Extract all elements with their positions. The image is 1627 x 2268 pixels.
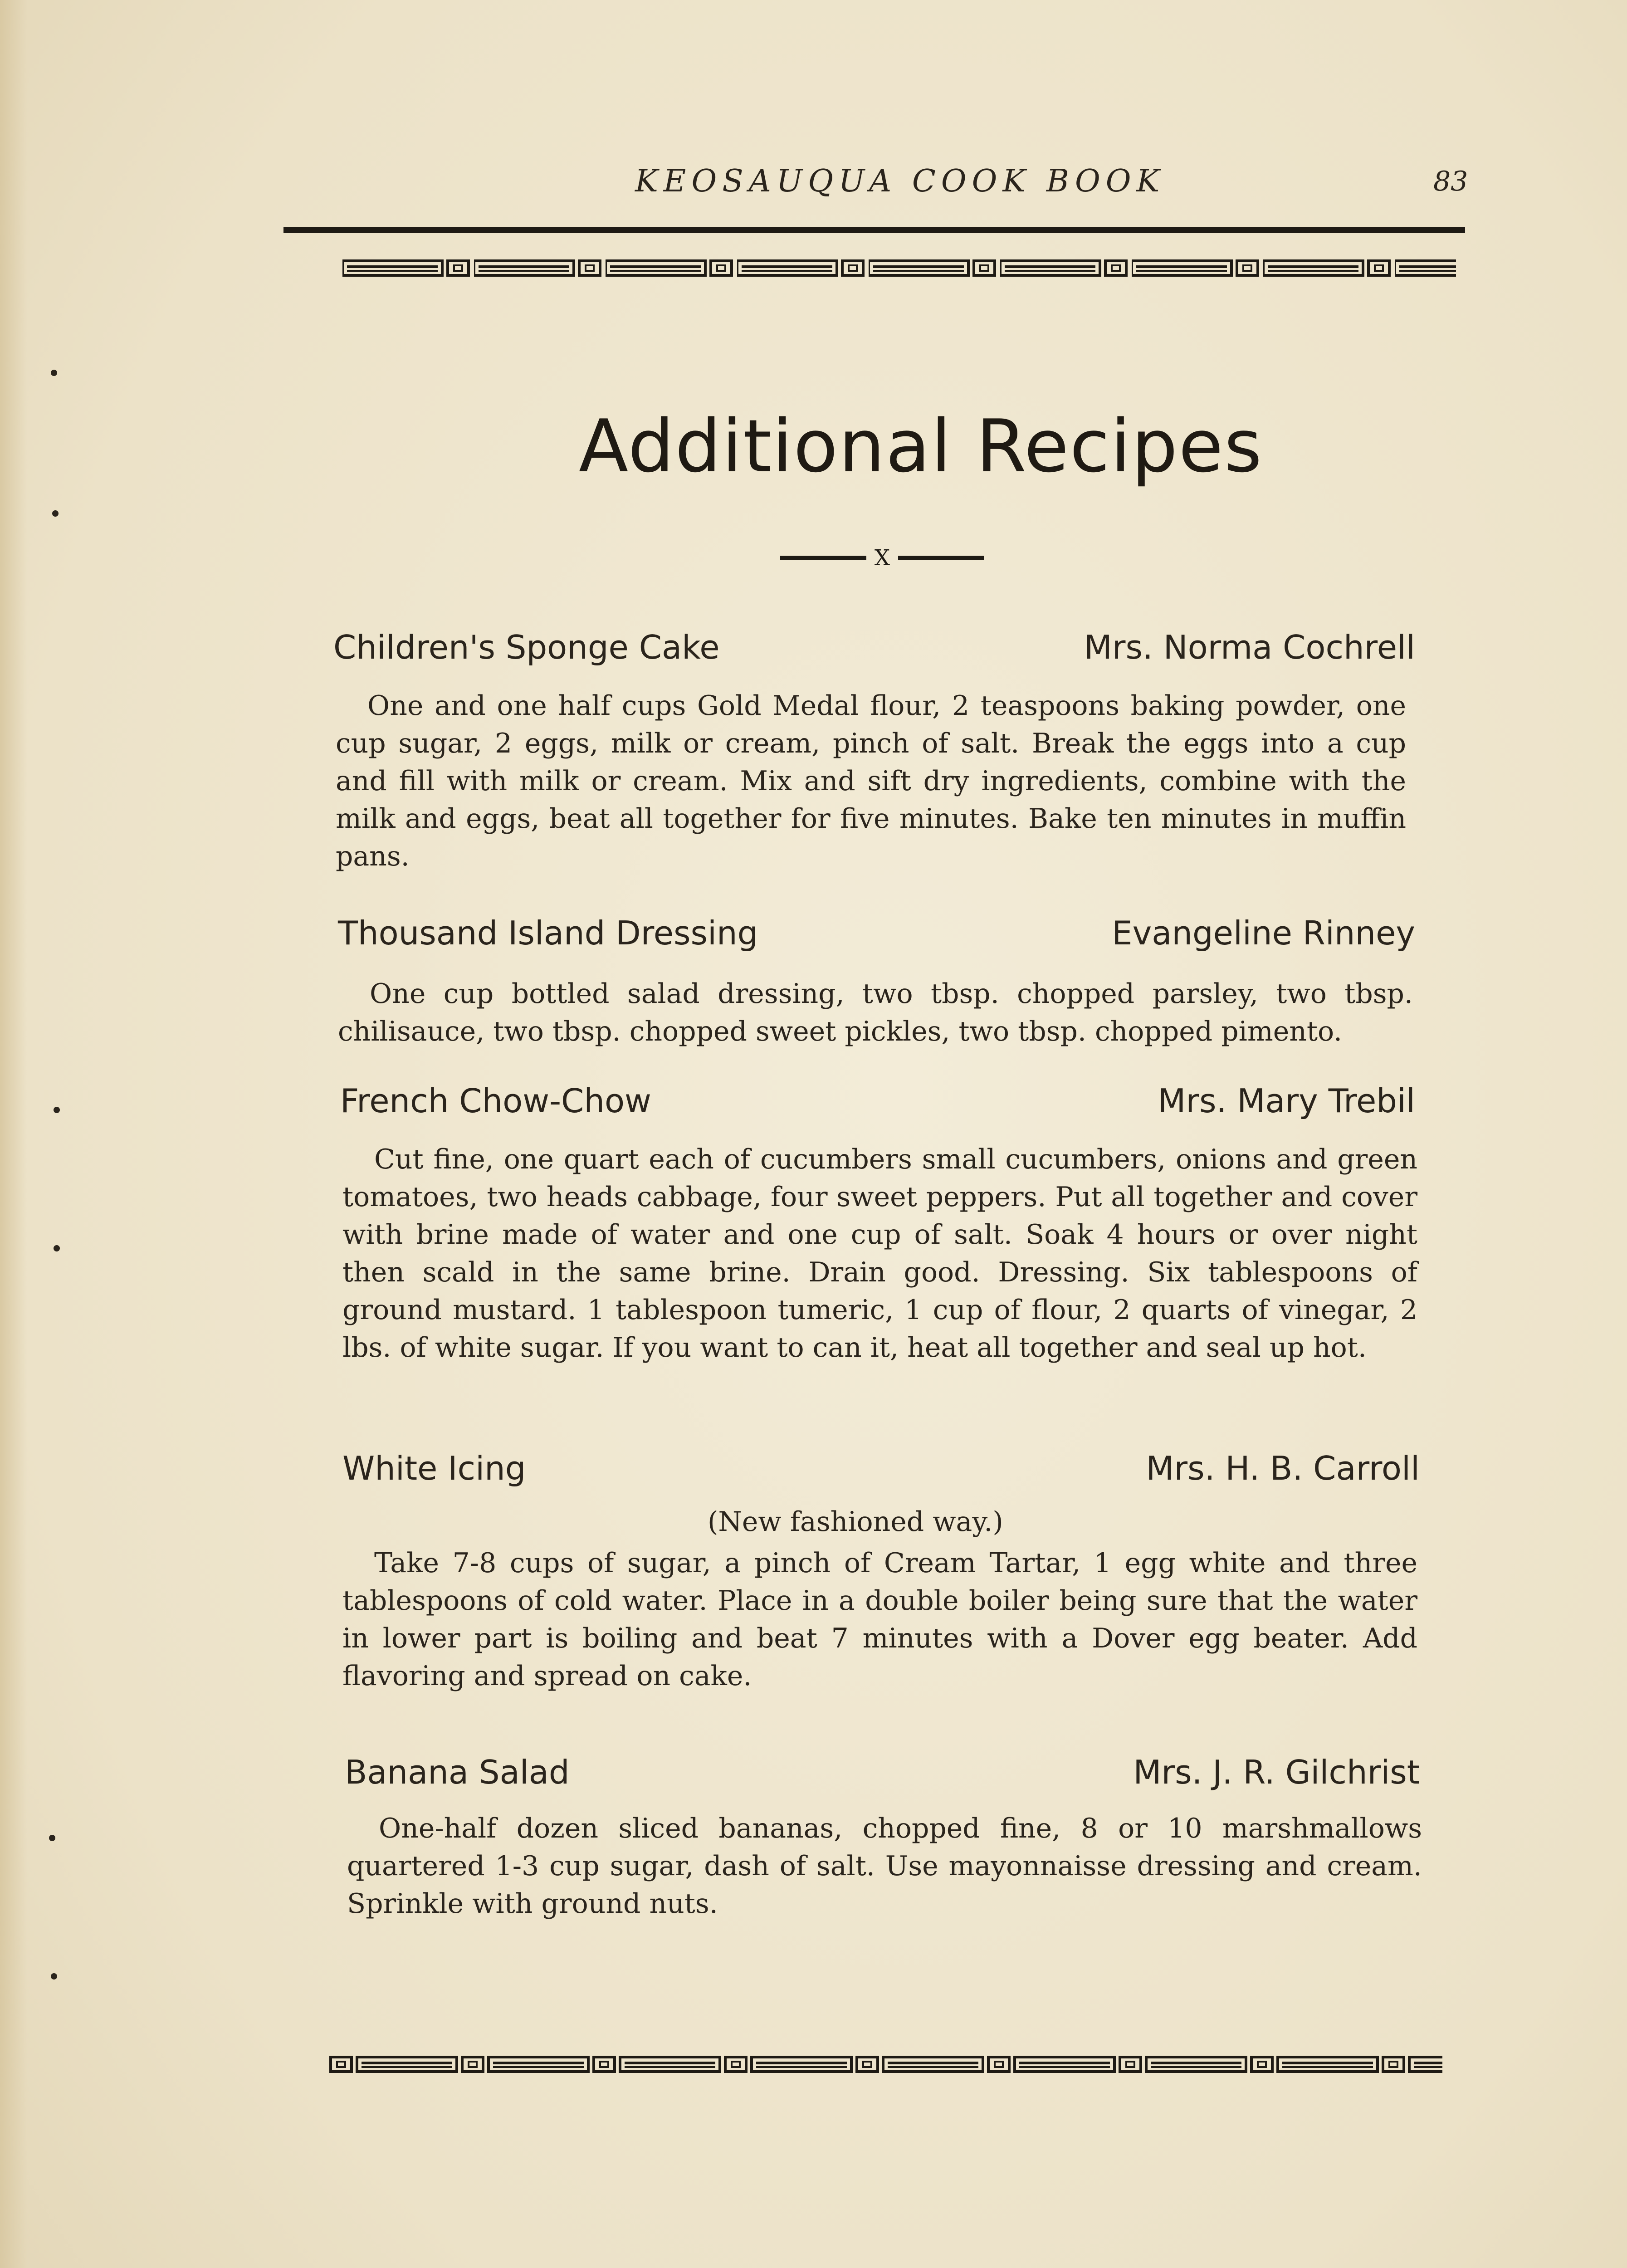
binding-speck — [52, 510, 59, 517]
header-rule — [283, 227, 1465, 233]
binding-speck — [51, 1973, 57, 1980]
binding-speck — [54, 1245, 60, 1251]
recipe-text: Cut fine, one quart each of cucumbers small cucumbers, onions and green tomatoes, two heads cabbage, four sweet peppers. Put all together and cover with brine made of water and one cup of salt. Soak 4 hours or over night then scald in the same brine. Drain good. Dressing. Six tablespoons of ground mustard. 1 tablespoon tumeric, 1 cup of flour, 2 quarts of vinegar, 2 lbs. of white sugar. If you want to can it, heat all together and seal up hot. — [342, 1144, 1417, 1364]
recipe-note: (New fashioned way.) — [708, 1506, 1003, 1538]
bottom-ornamental-border — [329, 2053, 1442, 2076]
recipe-title: Thousand Island Dressing — [338, 914, 758, 952]
recipe-body — [347, 1810, 1422, 1923]
recipe-author: Mrs. H. B. Carroll — [1146, 1449, 1420, 1487]
binding-speck — [54, 1107, 60, 1113]
page-number: 83 — [1433, 166, 1468, 197]
recipe-author: Mrs. Mary Trebil — [1158, 1082, 1415, 1120]
recipe-title: Banana Salad — [345, 1753, 570, 1791]
recipe-text: One cup bottled salad dressing, two tbsp. chopped parsley, two tbsp. chilisauce, two tbsp. chopped sweet pickles, two tbsp. chopped pimento. — [338, 978, 1413, 1047]
recipe-title: Children's Sponge Cake — [333, 628, 720, 666]
binding-speck — [51, 370, 57, 376]
binding-speck — [49, 1835, 55, 1841]
recipe-title: French Chow-Chow — [340, 1082, 651, 1120]
recipe-author: Evangeline Rinney — [1112, 914, 1415, 952]
recipe-author: Mrs. Norma Cochrell — [1084, 628, 1415, 666]
recipe-body — [342, 1141, 1417, 1367]
recipe-body — [336, 687, 1406, 875]
running-header-title: KEOSAUQUA COOK BOOK — [635, 163, 1165, 199]
divider-mark: X — [874, 545, 890, 571]
recipe-body — [338, 975, 1413, 1051]
recipe-body — [342, 1545, 1417, 1695]
title-divider — [780, 544, 984, 572]
page-edge-shadow — [0, 0, 27, 2268]
recipe-text: Take 7-8 cups of sugar, a pinch of Cream Tartar, 1 egg white and three tablespoons of cold water. Place in a double boiler being sure that the water in lower part is boiling and beat 7 minutes with a Dover egg beater. Add flavoring and spread on cake. — [342, 1547, 1417, 1692]
recipe-title: White Icing — [342, 1449, 526, 1487]
recipe-text: One-half dozen sliced bananas, chopped fine, 8 or 10 marshmallows quartered 1-3 cup sugar, dash of salt. Use mayonnaisse dressing and cream. Sprinkle with ground nuts. — [347, 1813, 1422, 1920]
top-ornamental-border — [342, 256, 1456, 280]
recipe-author: Mrs. J. R. Gilchrist — [1133, 1753, 1420, 1791]
page-title: Additional Recipes — [578, 404, 1263, 489]
recipe-text: One and one half cups Gold Medal flour, 2 teaspoons baking powder, one cup sugar, 2 eggs, milk or cream, pinch of salt. Break the eggs into a cup and fill with milk or cream. Mix and sift dry ingredients, combine with the milk and eggs, beat all together for five minutes. Bake ten minutes in muffin pans. — [336, 690, 1406, 872]
